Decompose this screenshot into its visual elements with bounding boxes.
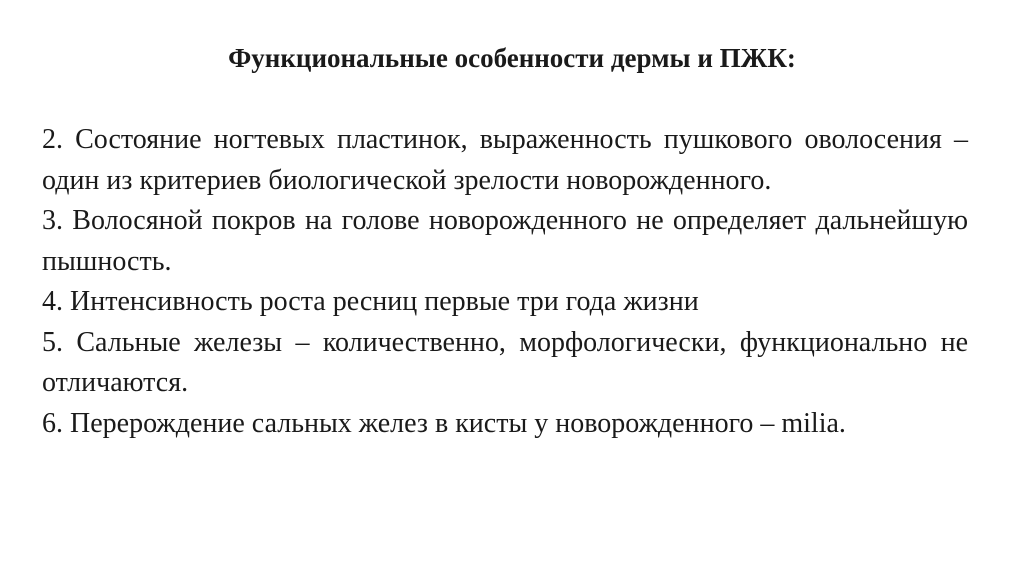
slide-body [42, 120, 968, 444]
slide-title: Функциональные особенности дермы и ПЖК: [228, 43, 796, 73]
list-item: 4. Интенсивность роста ресниц первые три года жизни [42, 286, 699, 317]
list-item: 2. Состояние ногтевых пластинок, выраженность пушкового оволосения – один из критериев биологической зрелости новорожденного. [42, 124, 968, 196]
list-item: 3. Волосяной покров на голове новорожденного не определяет дальнейшую пышность. [42, 205, 968, 277]
list-item: 6. Перерождение сальных желез в кисты у новорожденного – milia. [42, 407, 846, 439]
list-item: 5. Сальные железы – количественно, морфологически, функционально не отличаются. [42, 326, 968, 398]
